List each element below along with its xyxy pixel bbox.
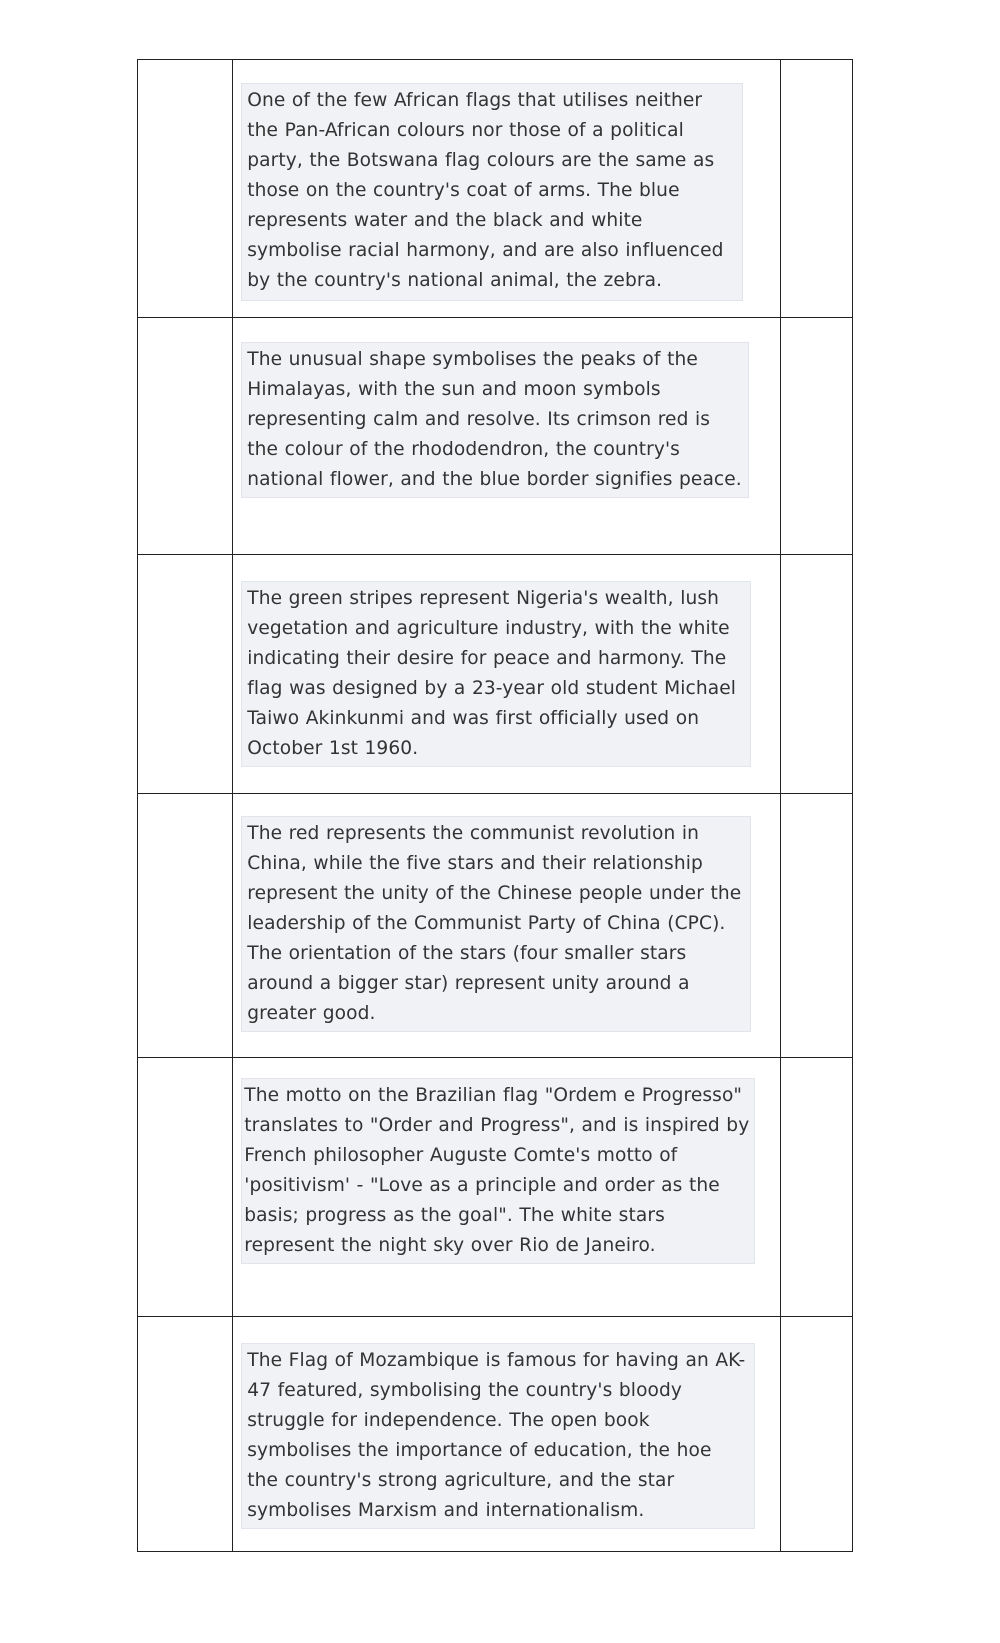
description-text: The unusual shape symbolises the peaks of the Himalayas, with the sun and moon symbols representing calm and resolve. Its crimson red is the colour of the rhododendron, the country's national flower, and the blue border signifies peace. (241, 342, 749, 498)
answer-cell[interactable] (780, 1058, 852, 1317)
flag-cell[interactable] (138, 1317, 233, 1552)
description-text: The red represents the communist revolution in China, while the five stars and their relationship represent the unity of the Chinese people under the leadership of the Communist Party of China (CPC). The orientation of the stars (four smaller stars around a bigger star) represent unity around a greater good. (241, 816, 751, 1032)
answer-cell[interactable] (780, 794, 852, 1058)
answer-cell[interactable] (780, 318, 852, 555)
flag-matching-table (137, 59, 853, 1552)
description-cell (233, 794, 781, 1058)
table-row (138, 60, 853, 318)
flag-cell[interactable] (138, 1058, 233, 1317)
description-cell (233, 318, 781, 555)
table-row (138, 794, 853, 1058)
table-row (138, 555, 853, 794)
flag-cell[interactable] (138, 318, 233, 555)
flag-cell[interactable] (138, 794, 233, 1058)
answer-cell[interactable] (780, 1317, 852, 1552)
table-row (138, 318, 853, 555)
flag-cell[interactable] (138, 555, 233, 794)
description-cell (233, 1058, 781, 1317)
answer-cell[interactable] (780, 555, 852, 794)
description-text: The motto on the Brazilian flag "Ordem e Progresso" translates to "Order and Progress", and is inspired by French philosopher Auguste Comte's motto of 'positivism' - "Love as a principle and order as the basis; progress as the goal". The white stars represent the night sky over Rio de Janeiro. (241, 1078, 755, 1264)
description-cell (233, 60, 781, 318)
description-text: The Flag of Mozambique is famous for having an AK-47 featured, symbolising the country's bloody struggle for independence. The open book symbolises the importance of education, the hoe the country's strong agriculture, and the star symbolises Marxism and internationalism. (241, 1343, 755, 1529)
description-cell (233, 1317, 781, 1552)
description-text: One of the few African flags that utilises neither the Pan-African colours nor those of a political party, the Botswana flag colours are the same as those on the country's coat of arms. The blue represents water and the black and white symbolise racial harmony, and are also influenced by the country's national animal, the zebra. (241, 83, 743, 301)
answer-cell[interactable] (780, 60, 852, 318)
table-row (138, 1317, 853, 1552)
flag-cell[interactable] (138, 60, 233, 318)
table-row (138, 1058, 853, 1317)
description-cell (233, 555, 781, 794)
description-text: The green stripes represent Nigeria's wealth, lush vegetation and agriculture industry, with the white indicating their desire for peace and harmony. The flag was designed by a 23-year old student Michael Taiwo Akinkunmi and was first officially used on October 1st 1960. (241, 581, 751, 767)
